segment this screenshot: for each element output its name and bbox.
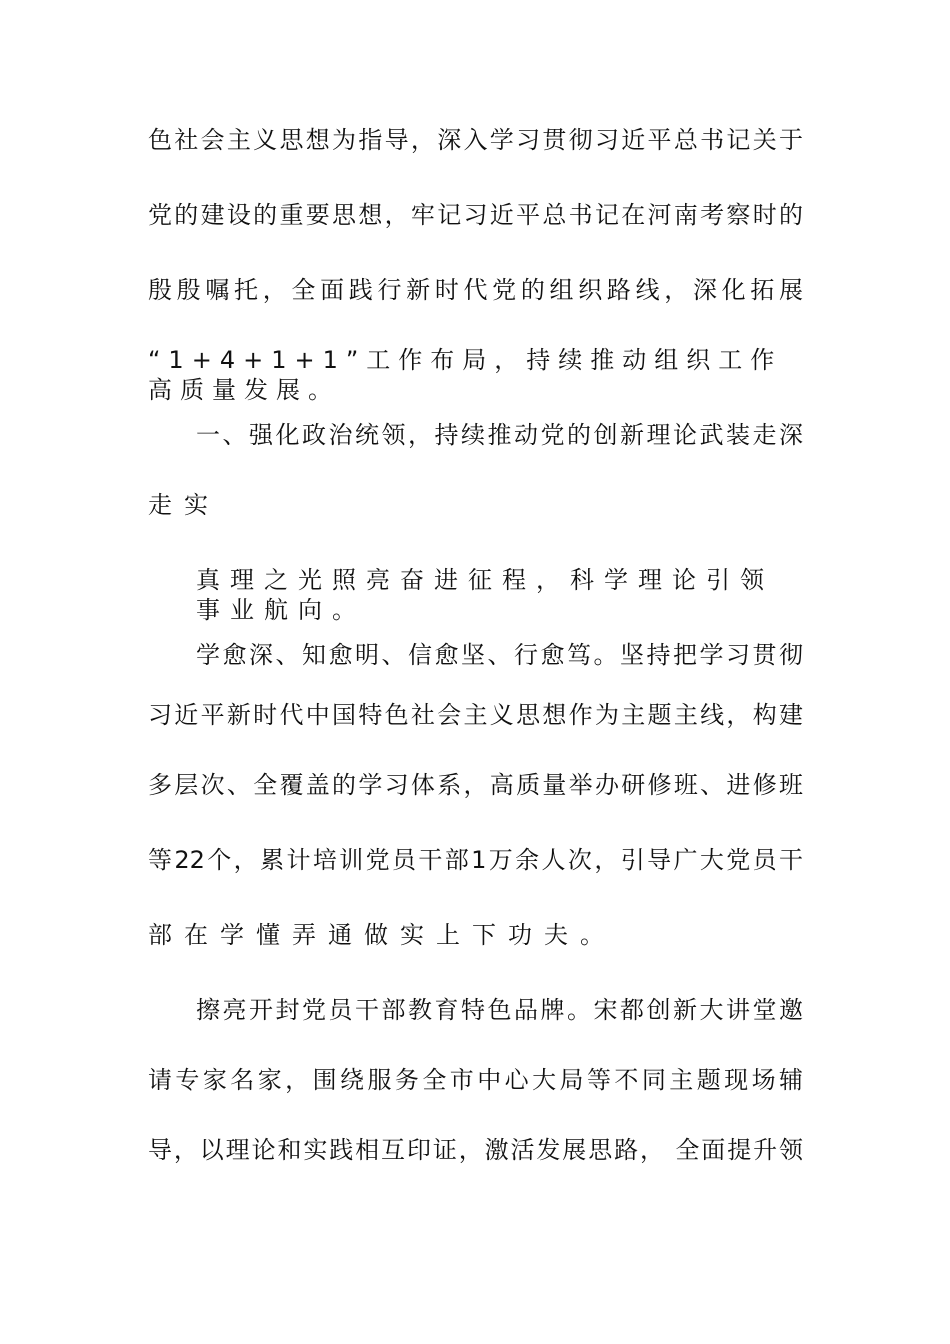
paragraph-line: 等22个，累计培训党员干部1万余人次，引导广大党员干 <box>148 846 803 874</box>
section-heading-line: 一、强化政治统领，持续推动党的创新理论武装走深 <box>196 421 803 449</box>
paragraph-line: 殷殷嘱托，全面践行新时代党的组织路线，深化拓展 <box>148 276 803 304</box>
paragraph-line: “1+4+1+1”工作布局，持续推动组织工作高质量发展。 <box>148 346 783 404</box>
paragraph-line: 部在学懂弄通做实上下功夫。 <box>148 921 616 949</box>
paragraph-line: 请专家名家，围绕服务全市中心大局等不同主题现场辅 <box>148 1066 803 1094</box>
paragraph-line: 导，以理论和实践相互印证，激活发展思路， 全面提升领 <box>148 1136 803 1164</box>
paragraph-line: 多层次、全覆盖的学习体系，高质量举办研修班、进修班 <box>148 771 803 799</box>
paragraph-line: 真理之光照亮奋进征程，科学理论引领事业航向。 <box>196 566 774 624</box>
paragraph-line: 擦亮开封党员干部教育特色品牌。宋都创新大讲堂邀 <box>196 996 803 1024</box>
section-heading-line: 走实 <box>148 491 220 519</box>
paragraph-line: 学愈深、知愈明、信愈坚、行愈笃。坚持把学习贯彻 <box>196 641 803 669</box>
paragraph-line: 色社会主义思想为指导，深入学习贯彻习近平总书记关于 <box>148 126 803 154</box>
paragraph-line: 党的建设的重要思想，牢记习近平总书记在河南考察时的 <box>148 201 803 229</box>
paragraph-line: 习近平新时代中国特色社会主义思想作为主题主线，构建 <box>148 701 803 729</box>
